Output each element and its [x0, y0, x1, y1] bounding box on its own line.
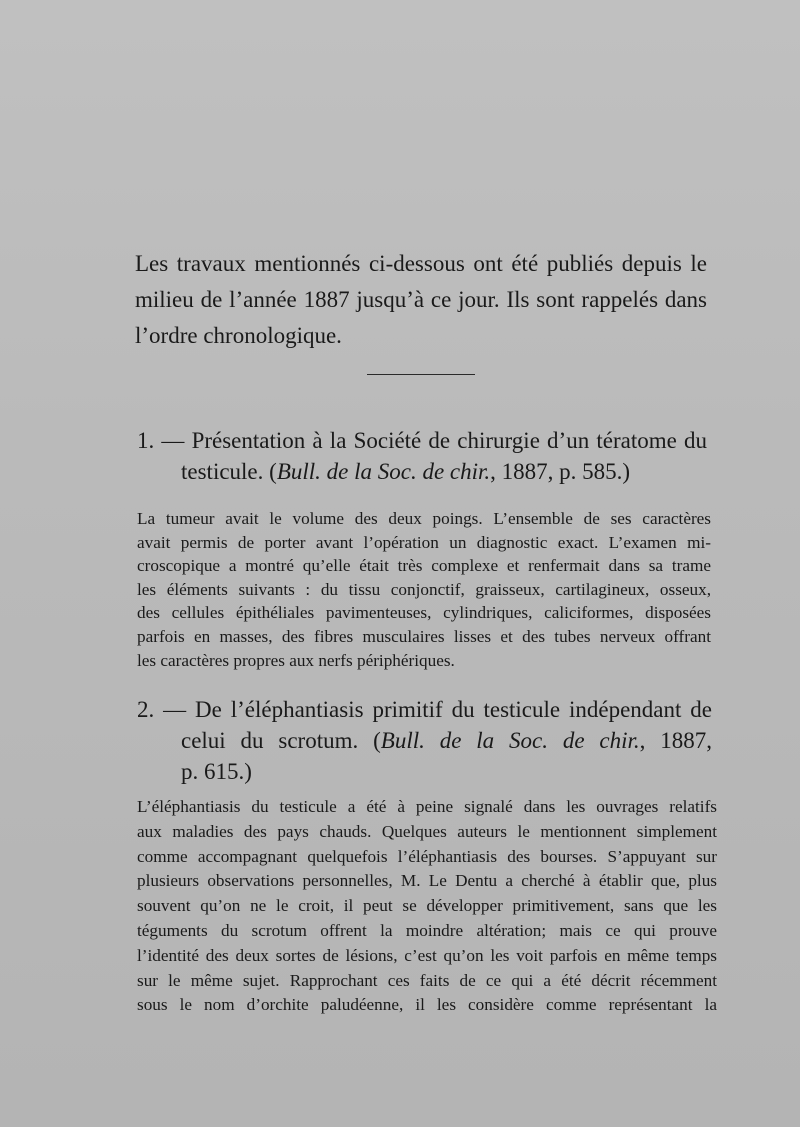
entry-title-line: p. 615.)	[181, 759, 252, 784]
entry-title-fragment: celui du scrotum.	[181, 728, 359, 753]
entry-title-line: 1. — Présentation à la Société de chirurgie d’un tératome du	[137, 428, 707, 453]
entry-1-title	[137, 425, 707, 487]
entry-title-line: celui du scrotum. (Bull. de la Soc. de chir., 1887,	[181, 728, 712, 753]
body-line: les éléments suivants : du tissu conjonctif, graisseux, cartilagineux, osseux,	[137, 579, 711, 599]
body-line: plusieurs observations personnelles, M. Le Dentu a cherché à établir que, plus	[137, 871, 717, 891]
entry-title-line: 2. — De l’éléphantiasis primitif du testicule indépendant de	[137, 697, 712, 722]
intro-line: Les travaux mentionnés ci-dessous ont été publiés depuis le	[135, 251, 707, 276]
body-line: croscopique a montré qu’elle était très complexe et renfermait dans sa trame	[137, 556, 711, 576]
body-line: souvent qu’on ne le croit, il peut se développer primitivement, sans que les	[137, 896, 717, 916]
body-line: sous le nom d’orchite paludéenne, il les considère comme représentant la	[137, 995, 717, 1015]
body-line: aux maladies des pays chauds. Quelques auteurs le mentionnent simplement	[137, 821, 717, 841]
intro-line: milieu de l’année 1887 jusqu’à ce jour. Ils sont rappelés dans	[135, 287, 707, 312]
citation-journal: Bull. de la Soc. de chir.	[276, 459, 491, 484]
body-line: comme accompagnant quelquefois l’éléphantiasis des bourses. S’appuyant sur	[137, 846, 717, 866]
body-line: avait permis de porter avant l’opération un diagnostic exact. L’examen mi-	[137, 532, 711, 552]
intro-paragraph	[135, 246, 707, 354]
intro-line: l’ordre chronologique.	[135, 323, 342, 348]
entry-1-body	[137, 507, 711, 672]
entry-2-body	[137, 795, 717, 1018]
body-line: parfois en masses, des fibres musculaires lisses et des tubes nerveux offrant	[137, 626, 711, 646]
body-line: sur le même sujet. Rapprochant ces faits de ce qui a été décrit récemment	[137, 970, 717, 990]
section-divider	[367, 374, 475, 375]
citation-details: , 1887, p. 585.)	[490, 459, 631, 484]
entry-title-line: testicule. (Bull. de la Soc. de chir., 1887, p. 585.)	[181, 459, 631, 484]
citation-journal: Bull. de la Soc. de chir.	[380, 728, 640, 753]
body-line: L’éléphantiasis du testicule a été à peine signalé dans les ouvrages relatifs	[137, 797, 717, 816]
body-line: des cellules épithéliales pavimenteuses, cylindriques, caliciformes, disposées	[137, 603, 711, 623]
entry-title-fragment: testicule.	[181, 459, 264, 484]
body-line: La tumeur avait le volume des deux poings. L’ensemble de ses caractères	[137, 509, 711, 528]
entry-2-title	[137, 694, 712, 787]
body-line: l’identité des deux sortes de lésions, c’est qu’on les voit parfois en même temps	[137, 945, 717, 965]
body-line: les caractères propres aux nerfs périphériques.	[137, 650, 455, 670]
body-line: téguments du scrotum offrent la moindre altération; mais ce qui prouve	[137, 920, 717, 940]
citation-details: , 1887,	[639, 728, 712, 753]
